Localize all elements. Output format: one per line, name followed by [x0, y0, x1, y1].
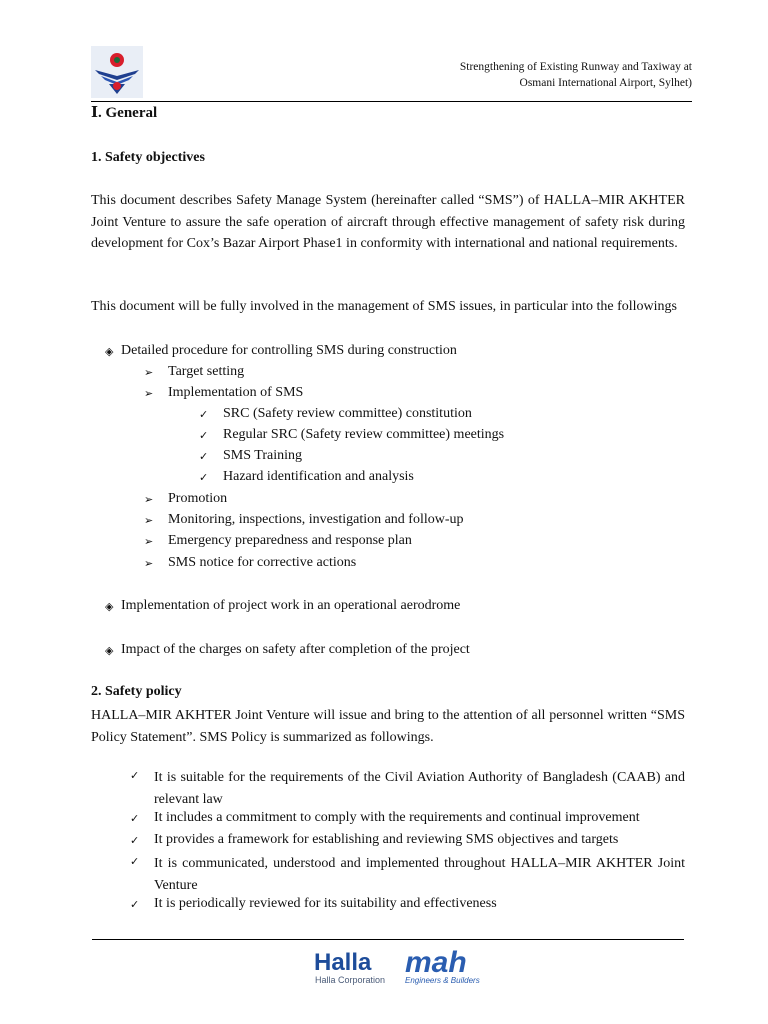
- check-icon: ✓: [130, 770, 140, 782]
- policy-item: It is periodically reviewed for its suitability and effectiveness: [154, 896, 497, 911]
- bullet-procedure: Detailed procedure for controlling SMS during construction: [121, 343, 457, 358]
- document-header: [460, 59, 692, 91]
- sub-item: Promotion: [168, 491, 228, 506]
- arrow-bullet-icon: ➢: [144, 536, 154, 548]
- bullet-operational-aerodrome: Implementation of project work in an operational aerodrome: [121, 598, 461, 613]
- diamond-bullet-icon: ◈: [105, 601, 114, 613]
- policy-item: It includes a commitment to comply with the requirements and continual improvement: [154, 810, 640, 825]
- halla-logo-text: Halla: [314, 949, 372, 976]
- company-logos: [312, 944, 482, 988]
- check-icon: ✓: [130, 856, 140, 868]
- sub-item: Monitoring, inspections, investigation and follow-up: [168, 512, 464, 527]
- header-rule: [91, 101, 692, 102]
- safety-objectives-heading: 1. Safety objectives: [91, 150, 205, 165]
- header-line-1: Strengthening of Existing Runway and Taxiway at: [459, 61, 692, 73]
- policy-item: It is suitable for the requirements of the Civil Aviation Authority of Bangladesh (CAAB) and relevant law: [154, 770, 685, 807]
- sub-item: Implementation of SMS: [168, 385, 304, 400]
- sub-item: Target setting: [168, 364, 245, 379]
- check-icon: ✓: [199, 409, 209, 421]
- sub-sub-item: SRC (Safety review committee) constitution: [223, 406, 472, 421]
- policy-item: It provides a framework for establishing and reviewing SMS objectives and targets: [154, 832, 619, 847]
- check-icon: ✓: [130, 813, 140, 825]
- safety-policy-heading: 2. Safety policy: [91, 684, 182, 699]
- halla-logo-subtitle: Halla Corporation: [315, 975, 386, 985]
- followings-intro: This document will be fully involved in the management of SMS issues, in particular into the followings: [91, 299, 677, 314]
- safety-policy-paragraph: HALLA–MIR AKHTER Joint Venture will issue and bring to the attention of all personnel written “SMS Policy Statement”. SMS Policy is summarized as followings.: [91, 708, 685, 745]
- check-icon: ✓: [130, 835, 140, 847]
- check-icon: ✓: [130, 899, 140, 911]
- header-line-2: Osmani International Airport, Sylhet): [519, 77, 692, 89]
- policy-item: It is communicated, understood and implemented throughout HALLA–MIR AKHTER Joint Venture: [154, 856, 685, 893]
- arrow-bullet-icon: ➢: [144, 388, 154, 400]
- check-icon: ✓: [199, 451, 209, 463]
- diamond-bullet-icon: ◈: [105, 346, 114, 358]
- arrow-bullet-icon: ➢: [144, 367, 154, 379]
- arrow-bullet-icon: ➢: [144, 558, 154, 570]
- sub-sub-item: SMS Training: [223, 448, 302, 463]
- check-icon: ✓: [199, 472, 209, 484]
- arrow-bullet-icon: ➢: [144, 515, 154, 527]
- sub-sub-item: Hazard identification and analysis: [223, 469, 414, 484]
- arrow-bullet-icon: ➢: [144, 494, 154, 506]
- mah-logo-text: mah: [405, 946, 467, 979]
- bullet-impact-charges: Impact of the charges on safety after completion of the project: [121, 642, 470, 657]
- safety-objectives-paragraph: This document describes Safety Manage System (hereinafter called “SMS”) of HALLA–MIR AKHTER Joint Venture to assure the safe operation of aircraft through effective management of safety risk during development for Cox’s Bazar Airport Phase1 in conformity with international and national requirements.: [91, 193, 685, 251]
- sub-item: SMS notice for corrective actions: [168, 555, 357, 570]
- sub-item: Emergency preparedness and response plan: [168, 533, 412, 548]
- diamond-bullet-icon: ◈: [105, 645, 114, 657]
- sub-sub-item: Regular SRC (Safety review committee) meetings: [223, 427, 505, 442]
- airport-authority-logo: [91, 46, 143, 98]
- mah-logo-subtitle: Engineers & Builders: [405, 976, 480, 985]
- check-icon: ✓: [199, 430, 209, 442]
- section-title: Ⅰ. General: [91, 105, 158, 121]
- footer-rule: [92, 939, 684, 940]
